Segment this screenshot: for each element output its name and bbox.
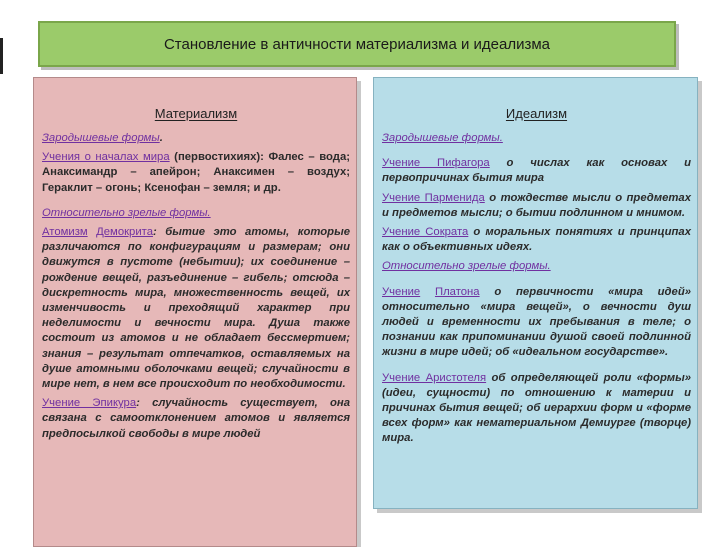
materialism-panel [33,77,357,547]
atomism-link[interactable]: Атомизм [42,226,88,239]
mature-forms-label-right: Относительно зрелые формы. [382,260,551,273]
idealism-heading: Идеализм [505,106,568,121]
pythagoras-text: Учение Пифагора о числах как основах и первопричинах бытия мира [382,157,691,185]
epicurus-text: Учение Эпикура: случайность существует, она связана с самоотклонением атомов и является предпосылкой свободы в мире людей [42,397,350,440]
emb-forms-label-right: Зародышевые формы. [382,132,503,144]
parmenides-link[interactable]: Учение Парменида [382,191,485,204]
socrates-link[interactable]: Учение Сократа [382,226,469,239]
page-title: Становление в античности материализма и идеализма [163,35,551,53]
plato-text: Учение Платона о первичности «мира идей» относительно «мира вещей», о вечности душ людей и временности их пребывания в теле; о познании как припоминании душой своей подлинной жизни в мире идей; об «идеальном государстве». [382,285,692,359]
socrates-text: Учение Сократа о моральных понятиях и принципах как о объективных идеях. [382,226,691,254]
aristotle-link[interactable]: Учение Аристотеля [382,371,487,384]
epicurus-link[interactable]: Учение Эпикура [42,397,137,410]
atomism-text: Атомизм Демокрита: бытие это атомы, которые различаются по конфигурациям и размерам; они движутся в пустоте (небытии); их соединение – рождение вещей, разъединение – гибель; отсюда – дискретность мира, множественность вещей, их изменчивость и преходящий характер при неделимости и вечности мира. Душа также состоит из атомов и не обладает бессмертием; знания – результат отпечатков, оставляемых на душе атомными оболочками вещей; случайности в мире нет, в нем все происходит по необходимости. [42,226,351,391]
democritus-link[interactable]: Демокрита [96,226,153,239]
teach-link[interactable]: Учения о началах мира [42,151,170,164]
materialism-heading: Материализм [154,106,238,121]
pythagoras-link[interactable]: Учение Пифагора [382,157,490,170]
plato-link-2[interactable]: Платона [434,285,480,298]
aristotle-text: Учение Аристотеля об определяющей роли «формы» (идеи, сущности) по отношению к материи и причинах бытия вещей; об иерархии форм и «форме всех форм» как нематериальном Демиурге (творце) мира. [382,371,691,445]
first-principles-text: Учения о началах мира (первостихиях): Фалес – вода; Анаксимандр – апейрон; Анаксимен – воздух; Гераклит – огонь; Ксенофан – земля; и др. [42,151,350,194]
idealism-panel [373,77,698,509]
edge-mark [0,38,3,74]
mature-forms-label-left: Относительно зрелые формы. [42,206,211,219]
title-banner [38,21,676,67]
parmenides-text: Учение Парменида о тождестве мысли о предметах и предметов мысли; о бытии подлинном и мнимом. [382,191,691,219]
plato-link-1[interactable]: Учение [382,285,421,298]
emb-forms-label-left: Зародышевые формы. [42,132,163,144]
